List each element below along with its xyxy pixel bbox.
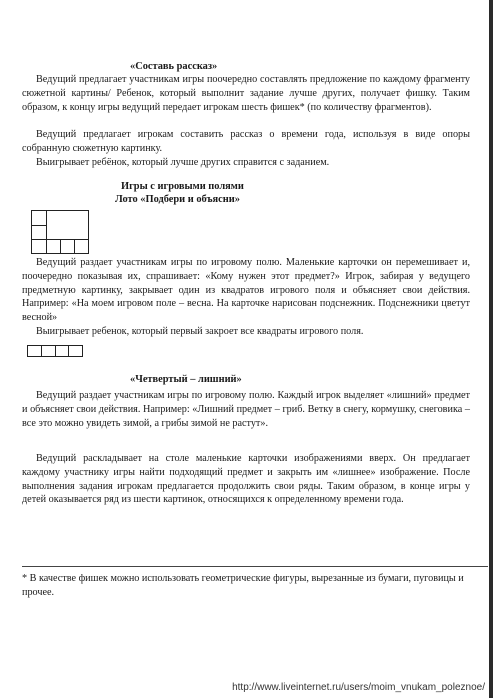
page-edge: [489, 0, 493, 698]
paragraph: Ведущий предлагает игрокам составить рассказ о времени года, используя в виде опоры собранную сюжетную картинку.: [22, 129, 470, 154]
section-title-odd-one-out: «Четвертый – лишний»: [130, 374, 242, 385]
paragraph: Ведущий раздает участникам игры по игровому полю. Маленькие карточки он перемешивает и, поочередно показывая их, спрашивает: «Кому нужен этот предмет?» Игрок, забирая у ведущего предметную картинку, закрывает один из квадратов игрового поля и объясняет свои действия. Например: «На моем игровом поле – весна. На карточке нарисован подснежник. Подснежники цветут весной»: [22, 257, 470, 324]
section-title-compose-story: «Составь рассказ»: [130, 61, 218, 72]
section-title-lotto: Лото «Подбери и объясни»: [115, 194, 240, 205]
paragraph: Ведущий раскладывает на столе маленькие карточки изображениями вверх. Он предлагает каждому участнику игры найти подходящий предмет и закрыть им «лишнее» изображение. После выполнения задания игрокам предлагается продолжить свои ряды. Таким образом, в конце игры у детей оказывается ряд из шести картинок, относящихся к определенному времени года.: [22, 453, 470, 506]
paragraph: Ведущий предлагает участникам игры поочередно составлять предложение по каждому фрагменту сюжетной картины/ Ребенок, который выполнит задание лучше других, получает фишку. Таким образом, к концу игры ведущий передает игрокам шесть фишек* (по количеству фрагментов).: [22, 74, 470, 113]
footnote-divider: [22, 566, 488, 567]
paragraph: Выигрывает ребёнок, который лучше других справится с заданием.: [36, 157, 330, 168]
card-row-diagram: [27, 345, 83, 357]
footnote: * В качестве фишек можно использовать геометрические фигуры, вырезанные из бумаги, пуговицы и прочее.: [22, 573, 464, 598]
section-title-game-boards: Игры с игровыми полями: [121, 181, 244, 192]
watermark-url: http://www.liveinternet.ru/users/moim_vnukam_poleznoe/: [232, 682, 485, 693]
game-board-diagram: [31, 210, 89, 254]
paragraph: Выигрывает ребенок, который первый закроет все квадраты игрового поля.: [36, 326, 364, 337]
paragraph: Ведущий раздает участникам игры по игровому полю. Каждый игрок выделяет «лишний» предмет и объясняет свои действия. Например: «Лишний предмет – гриб. Ветку в снегу, кормушку, снеговика – все это можно увидеть зимой, а грибы зимой не растут».: [22, 390, 470, 429]
